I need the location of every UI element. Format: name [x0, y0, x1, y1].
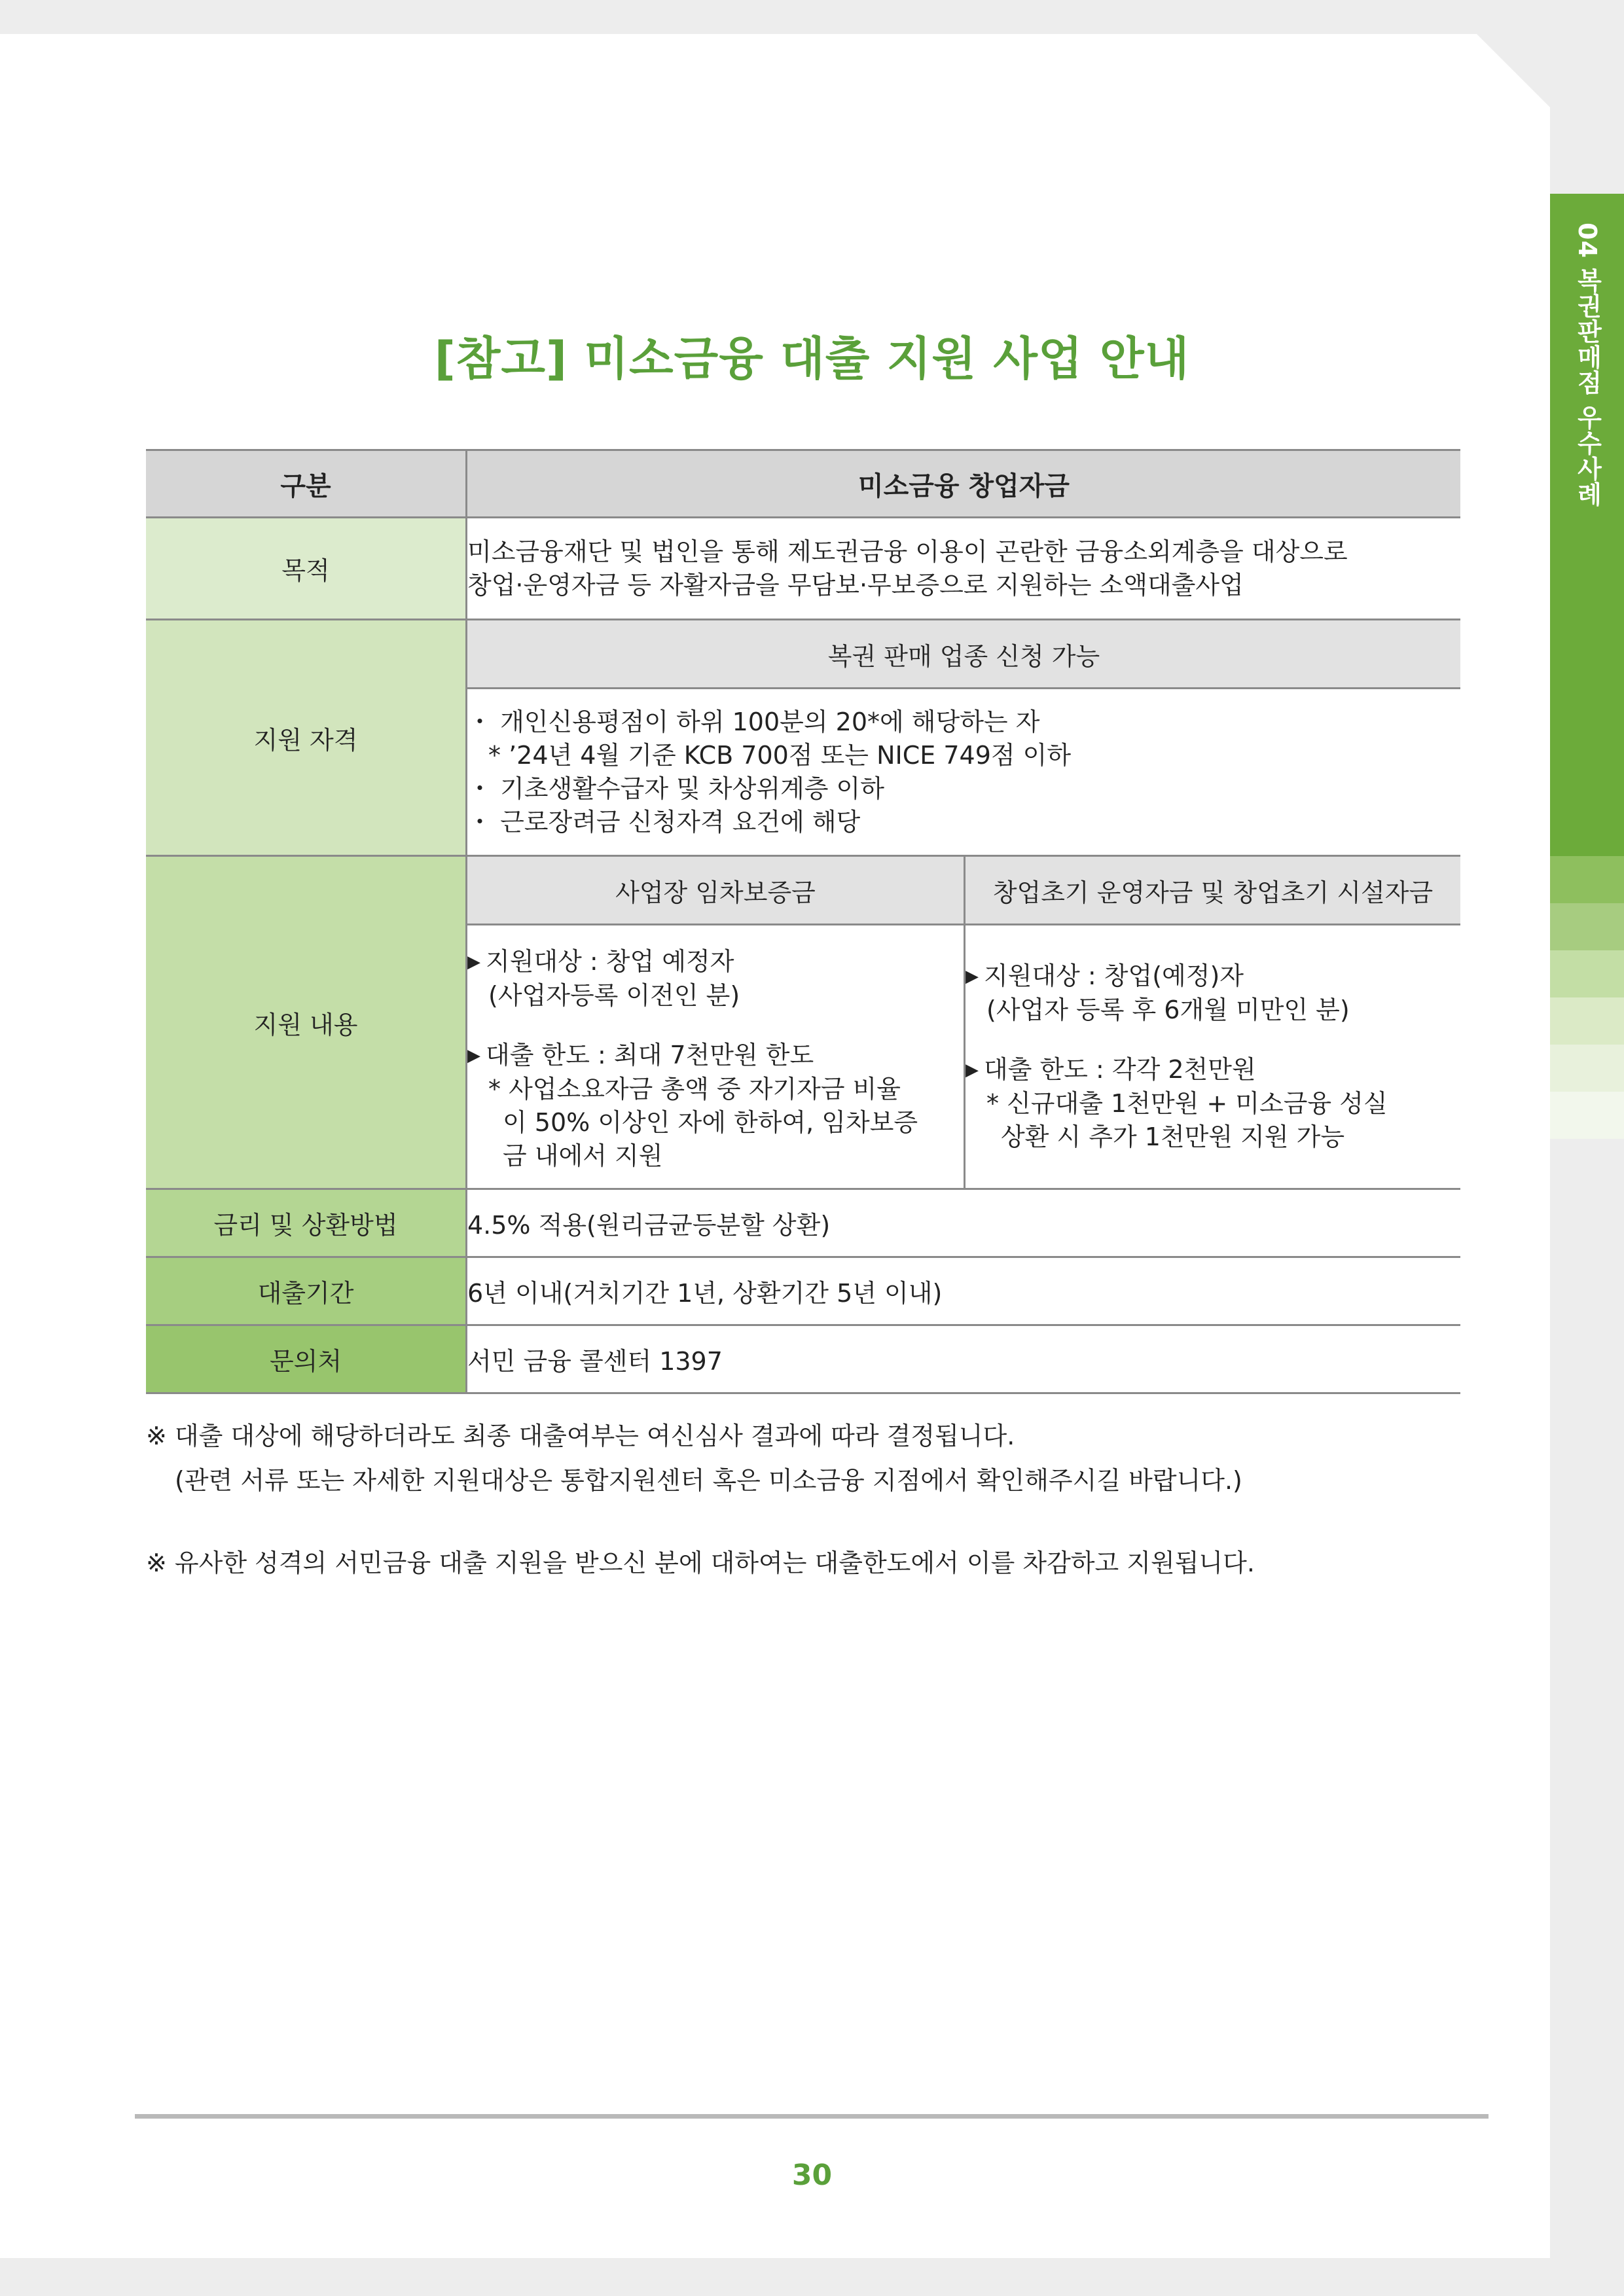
support-col2-body [965, 925, 1461, 1189]
support-limit: ▶ 대출 한도 : 각각 2천만원 [965, 1055, 1256, 1084]
side-decor-strip [1550, 997, 1624, 1045]
support-limit-note: * 신규대출 1천만원 + 미소금융 성실 [986, 1089, 1388, 1118]
support-limit-note: 상환 시 추가 1천만원 지원 가능 [1001, 1122, 1345, 1151]
chapter-side-tab [1550, 194, 1624, 856]
interest-label: 금리 및 상환방법 [146, 1189, 467, 1257]
page-title: [참고] 미소금융 대출 지원 사업 안내 [434, 332, 1190, 386]
contact-row [146, 1325, 1460, 1393]
list-item-note: * ’24년 4월 기준 KCB 700점 또는 NICE 749점 이하 [488, 740, 1072, 770]
chapter-tab-label: 04 복권판매점 우수사례 [1573, 223, 1602, 507]
footer-divider [135, 2114, 1489, 2119]
side-decor-strip [1550, 903, 1624, 950]
bullet-triangle-icon: ▶ [467, 952, 480, 972]
bullet-triangle-icon: ▶ [965, 1060, 979, 1080]
table-header-row [146, 450, 1460, 518]
support-limit: ▶ 대출 한도 : 최대 7천만원 한도 [467, 1041, 814, 1069]
eligibility-subheader: 복권 판매 업종 신청 가능 [467, 620, 1461, 689]
eligibility-label: 지원 자격 [146, 620, 467, 856]
period-value: 6년 이내(거치기간 1년, 상환기간 5년 이내) [467, 1257, 1461, 1325]
period-label: 대출기간 [146, 1257, 467, 1325]
purpose-line: 미소금융재단 및 법인을 통해 제도권금융 이용이 곤란한 금융소외계층을 대상으로 [467, 537, 1348, 566]
note-text: ※ 대출 대상에 해당하더라도 최종 대출여부는 여신심사 결과에 따라 결정됩니다. [146, 1422, 1015, 1450]
contact-value: 서민 금융 콜센터 1397 [467, 1325, 1461, 1393]
side-decor-strip [1550, 856, 1624, 903]
side-decor-strip [1550, 1092, 1624, 1139]
loan-info-table [146, 449, 1460, 1394]
support-target-note: (사업자등록 이전인 분) [488, 981, 740, 1010]
note-text: ※ 유사한 성격의 서민금융 대출 지원을 받으신 분에 대하여는 대출한도에서 이를 차감하고 지원됩니다. [146, 1549, 1255, 1577]
interest-value: 4.5% 적용(원리금균등분할 상환) [467, 1189, 1461, 1257]
eligibility-list [467, 689, 1461, 856]
header-value: 미소금융 창업자금 [467, 450, 1461, 518]
eligibility-subheader-row [146, 620, 1460, 689]
support-limit-note: 금 내에서 지원 [503, 1141, 663, 1170]
support-col1-body [467, 925, 965, 1189]
purpose-value [467, 518, 1461, 620]
support-target: ▶ 지원대상 : 창업 예정자 [467, 947, 734, 976]
list-item: ・ 기초생활수급자 및 차상위계층 이하 [467, 774, 884, 803]
period-row [146, 1257, 1460, 1325]
contact-label: 문의처 [146, 1325, 467, 1393]
support-label: 지원 내용 [146, 856, 467, 1189]
support-col2-header: 창업초기 운영자금 및 창업초기 시설자금 [965, 856, 1461, 925]
purpose-label: 목적 [146, 518, 467, 620]
page-number: 30 [791, 2159, 833, 2192]
purpose-row [146, 518, 1460, 620]
notes-section [146, 1414, 1455, 1585]
support-limit-note: 이 50% 이상인 자에 한하여, 임차보증 [503, 1108, 918, 1137]
interest-row [146, 1189, 1460, 1257]
list-item: ・ 근로장려금 신청자격 요건에 해당 [467, 807, 861, 836]
side-decor-strip [1550, 1045, 1624, 1092]
purpose-line: 창업·운영자금 등 자활자금을 무담보·무보증으로 지원하는 소액대출사업 [467, 570, 1244, 600]
bullet-triangle-icon: ▶ [965, 967, 979, 986]
header-label: 구분 [146, 450, 467, 518]
list-item: ・ 개인신용평점이 하위 100분의 20*에 해당하는 자 [467, 707, 1040, 736]
support-subheader-row [146, 856, 1460, 925]
support-limit-note: * 사업소요자금 총액 중 자기자금 비율 [488, 1075, 901, 1103]
support-col1-header: 사업장 임차보증금 [467, 856, 965, 925]
side-decor-strip [1550, 950, 1624, 997]
note-subtext: (관련 서류 또는 자세한 지원대상은 통합지원센터 혹은 미소금융 지점에서 확인해주시길 바랍니다.) [175, 1466, 1242, 1495]
bullet-triangle-icon: ▶ [467, 1046, 480, 1066]
support-target: ▶ 지원대상 : 창업(예정)자 [965, 961, 1244, 990]
support-target-note: (사업자 등록 후 6개월 미만인 분) [986, 996, 1350, 1024]
